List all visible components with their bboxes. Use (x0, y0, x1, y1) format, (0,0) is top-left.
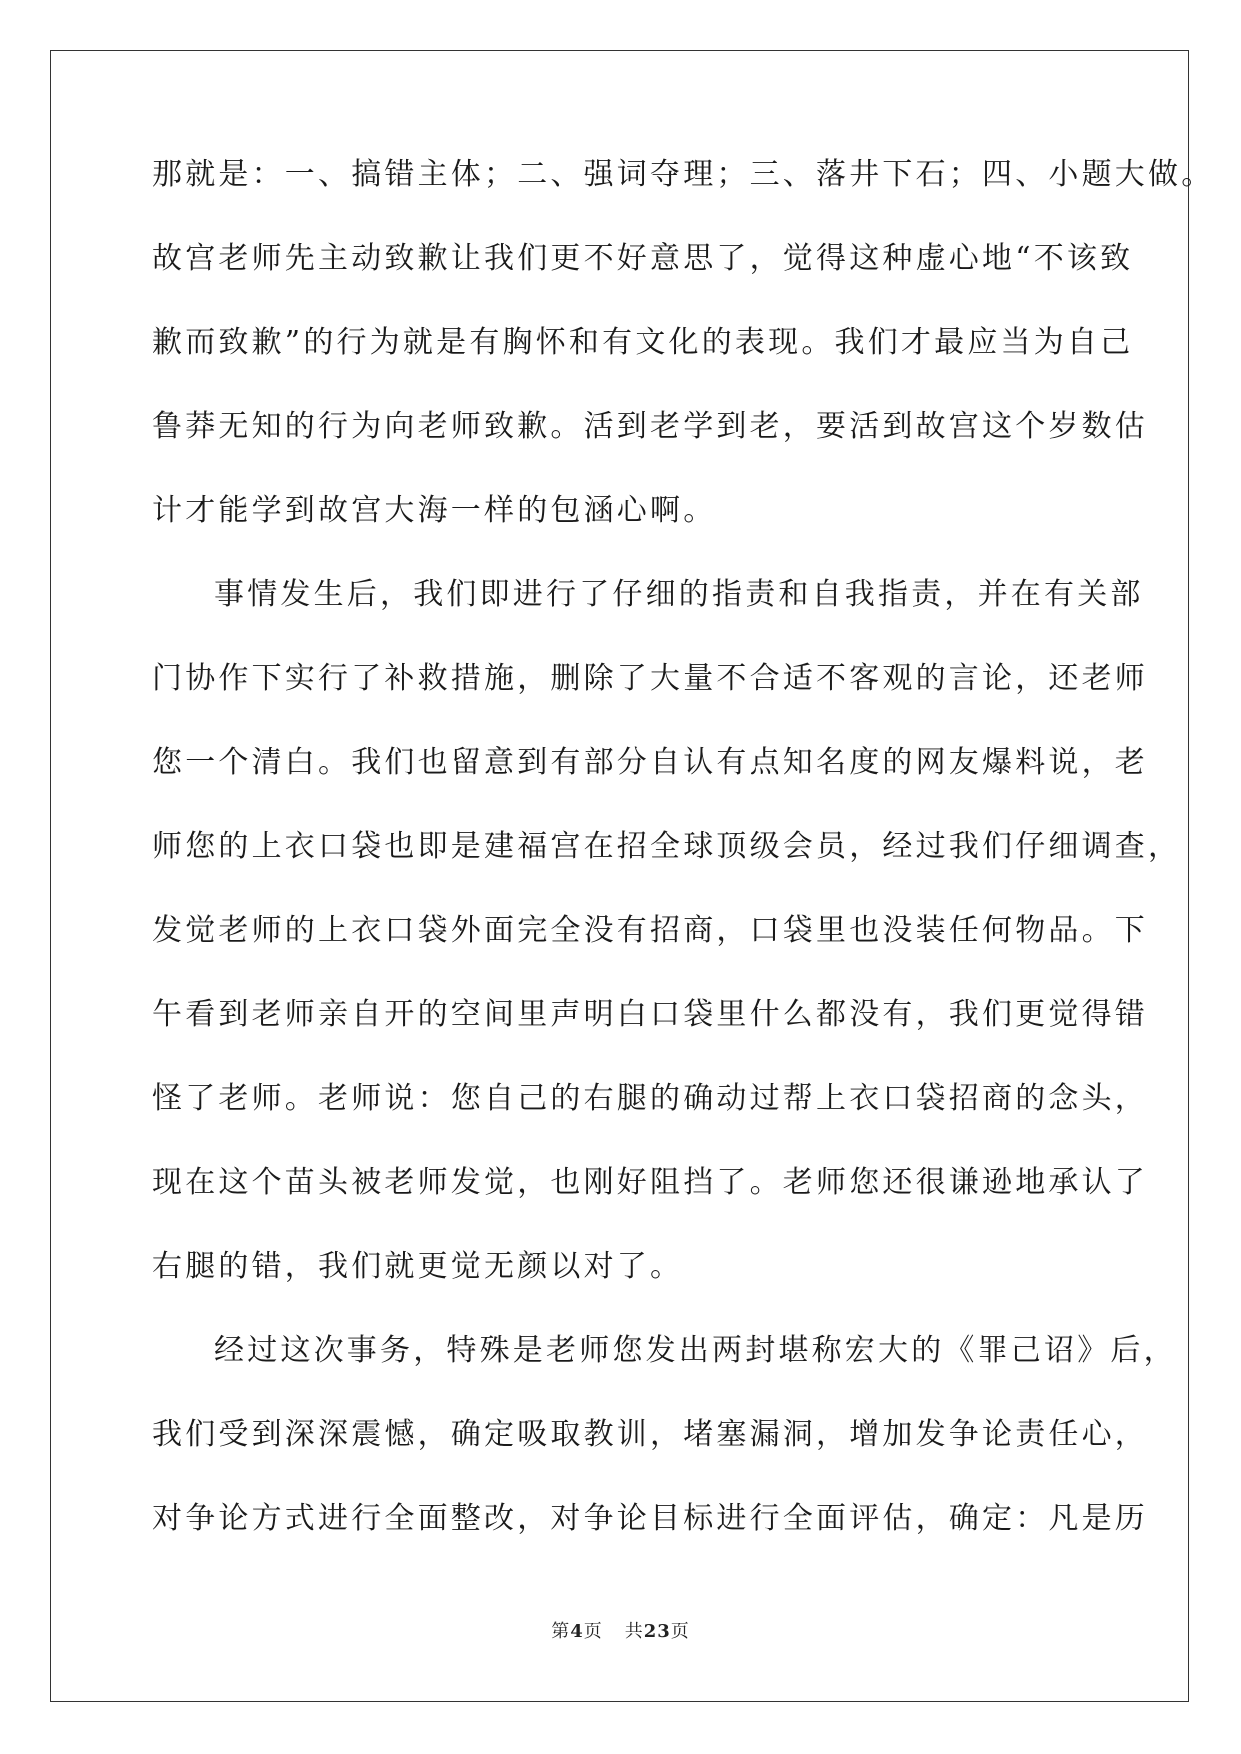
total-prefix: 共 (624, 1621, 644, 1642)
text-line: 右腿的错，我们就更觉无颜以对了。 (152, 1249, 684, 1284)
total-pages: 23 (643, 1621, 671, 1642)
text-line: 门协作下实行了补救措施，删除了大量不合适不客观的言论，还老师 (152, 661, 1148, 696)
text-line: 发觉老师的上衣口袋外面完全没有招商，口袋里也没装任何物品。下 (152, 913, 1148, 948)
total-suffix: 页 (670, 1621, 690, 1642)
text-line: 师您的上衣口袋也即是建福宫在招全球顶级会员，经过我们仔细调查， (152, 829, 1182, 864)
text-line: 午看到老师亲自开的空间里声明白口袋里什么都没有，我们更觉得错 (152, 997, 1148, 1032)
text-line: 鲁莽无知的行为向老师致歉。活到老学到老，要活到故宫这个岁数估 (152, 409, 1148, 444)
text-line: 您一个清白。我们也留意到有部分自认有点知名度的网友爆料说，老 (152, 745, 1148, 780)
text-line: 对争论方式进行全面整改，对争论目标进行全面评估，确定：凡是历 (152, 1501, 1148, 1536)
text-line: 经过这次事务，特殊是老师您发出两封堪称宏大的《罪己诏》后， (214, 1333, 1177, 1368)
text-line: 现在这个苗头被老师发觉，也刚好阻挡了。老师您还很谦逊地承认了 (152, 1165, 1148, 1200)
page-prefix: 第 (551, 1621, 571, 1642)
text-line: 事情发生后，我们即进行了仔细的指责和自我指责，并在有关部 (214, 577, 1144, 612)
text-line: 怪了老师。老师说：您自己的右腿的确动过帮上衣口袋招商的念头， (152, 1081, 1148, 1116)
body-text (152, 157, 1215, 1588)
text-line: 歉而致歉”的行为就是有胸怀和有文化的表现。我们才最应当为自己 (152, 325, 1134, 360)
text-line: 故宫老师先主动致歉让我们更不好意思了，觉得这种虚心地“不该致 (152, 241, 1134, 276)
page-number: 4 (570, 1621, 584, 1642)
text-line: 那就是：一、搞错主体；二、强词夺理；三、落井下石；四、小题大做。 (152, 157, 1215, 192)
page-footer (0, 1617, 1241, 1643)
text-line: 我们受到深深震憾，确定吸取教训，堵塞漏洞，增加发争论责任心， (152, 1417, 1148, 1452)
page-suffix: 页 (583, 1621, 603, 1642)
text-line: 计才能学到故宫大海一样的包涵心啊。 (152, 493, 717, 528)
